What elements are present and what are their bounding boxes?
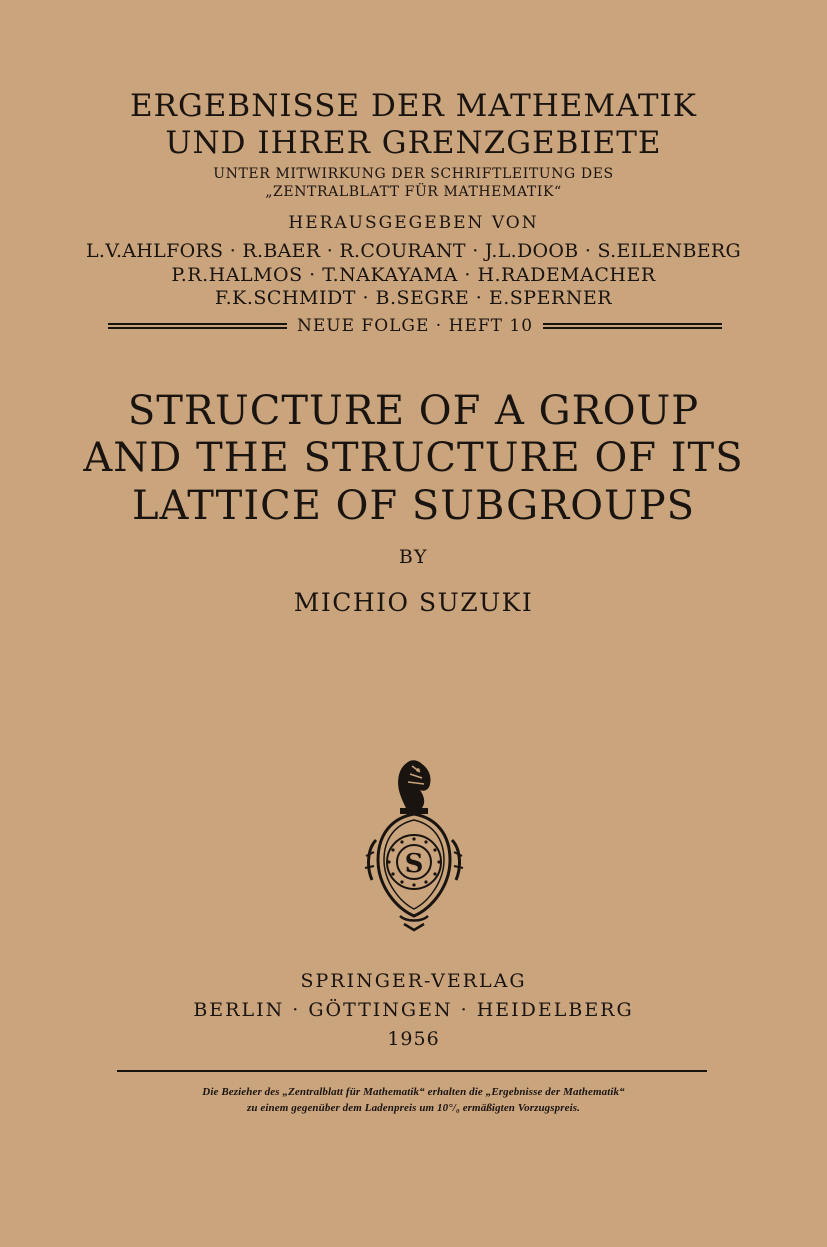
springer-knight-icon bbox=[360, 756, 468, 932]
footer-rule bbox=[117, 1070, 707, 1072]
publication-year: 1956 bbox=[387, 1028, 440, 1050]
editors-line-1: L.V.AHLFORS · R.BAER · R.COURANT · J.L.DOOB · S.EILENBERG bbox=[85, 240, 742, 262]
subscriber-note-line-2: zu einem gegenüber dem Ladenpreis um 10°/₀ ermäßigten Vorzugspreis. bbox=[246, 1102, 581, 1114]
double-rule-left bbox=[108, 323, 287, 329]
book-title-line-2: AND THE STRUCTURE OF ITS bbox=[83, 435, 744, 481]
svg-text:S: S bbox=[404, 849, 424, 879]
author-name: MICHIO SUZUKI bbox=[293, 588, 534, 617]
subscriber-note-line-1: Die Bezieher des „Zentralblatt für Mathematik“ erhalten die „Ergebnisse der Mathematik“ bbox=[202, 1086, 625, 1098]
by-label: BY bbox=[398, 546, 429, 568]
book-title-line-3: LATTICE OF SUBGROUPS bbox=[131, 483, 696, 529]
double-rule-right bbox=[543, 323, 722, 329]
book-title-line-1: STRUCTURE OF A GROUP bbox=[127, 388, 700, 434]
mitwirkung-line-1: UNTER MITWIRKUNG DER SCHRIFTLEITUNG DES bbox=[213, 166, 614, 182]
editors-line-3: F.K.SCHMIDT · B.SEGRE · E.SPERNER bbox=[214, 287, 613, 309]
herausgegeben-von: HERAUSGEGEBEN VON bbox=[288, 213, 539, 233]
series-title-line-2: UND IHRER GRENZGEBIETE bbox=[165, 125, 662, 161]
series-title-line-1: ERGEBNISSE DER MATHEMATIK bbox=[130, 88, 697, 124]
editors-line-2: P.R.HALMOS · T.NAKAYAMA · H.RADEMACHER bbox=[171, 264, 656, 286]
heft-label: NEUE FOLGE · HEFT 10 bbox=[296, 316, 534, 336]
publisher-cities: BERLIN · GÖTTINGEN · HEIDELBERG bbox=[193, 999, 634, 1021]
mitwirkung-line-2: „ZENTRALBLATT FÜR MATHEMATIK“ bbox=[265, 184, 562, 200]
publisher-name: SPRINGER-VERLAG bbox=[300, 970, 527, 992]
heft-rule-row bbox=[108, 314, 722, 338]
